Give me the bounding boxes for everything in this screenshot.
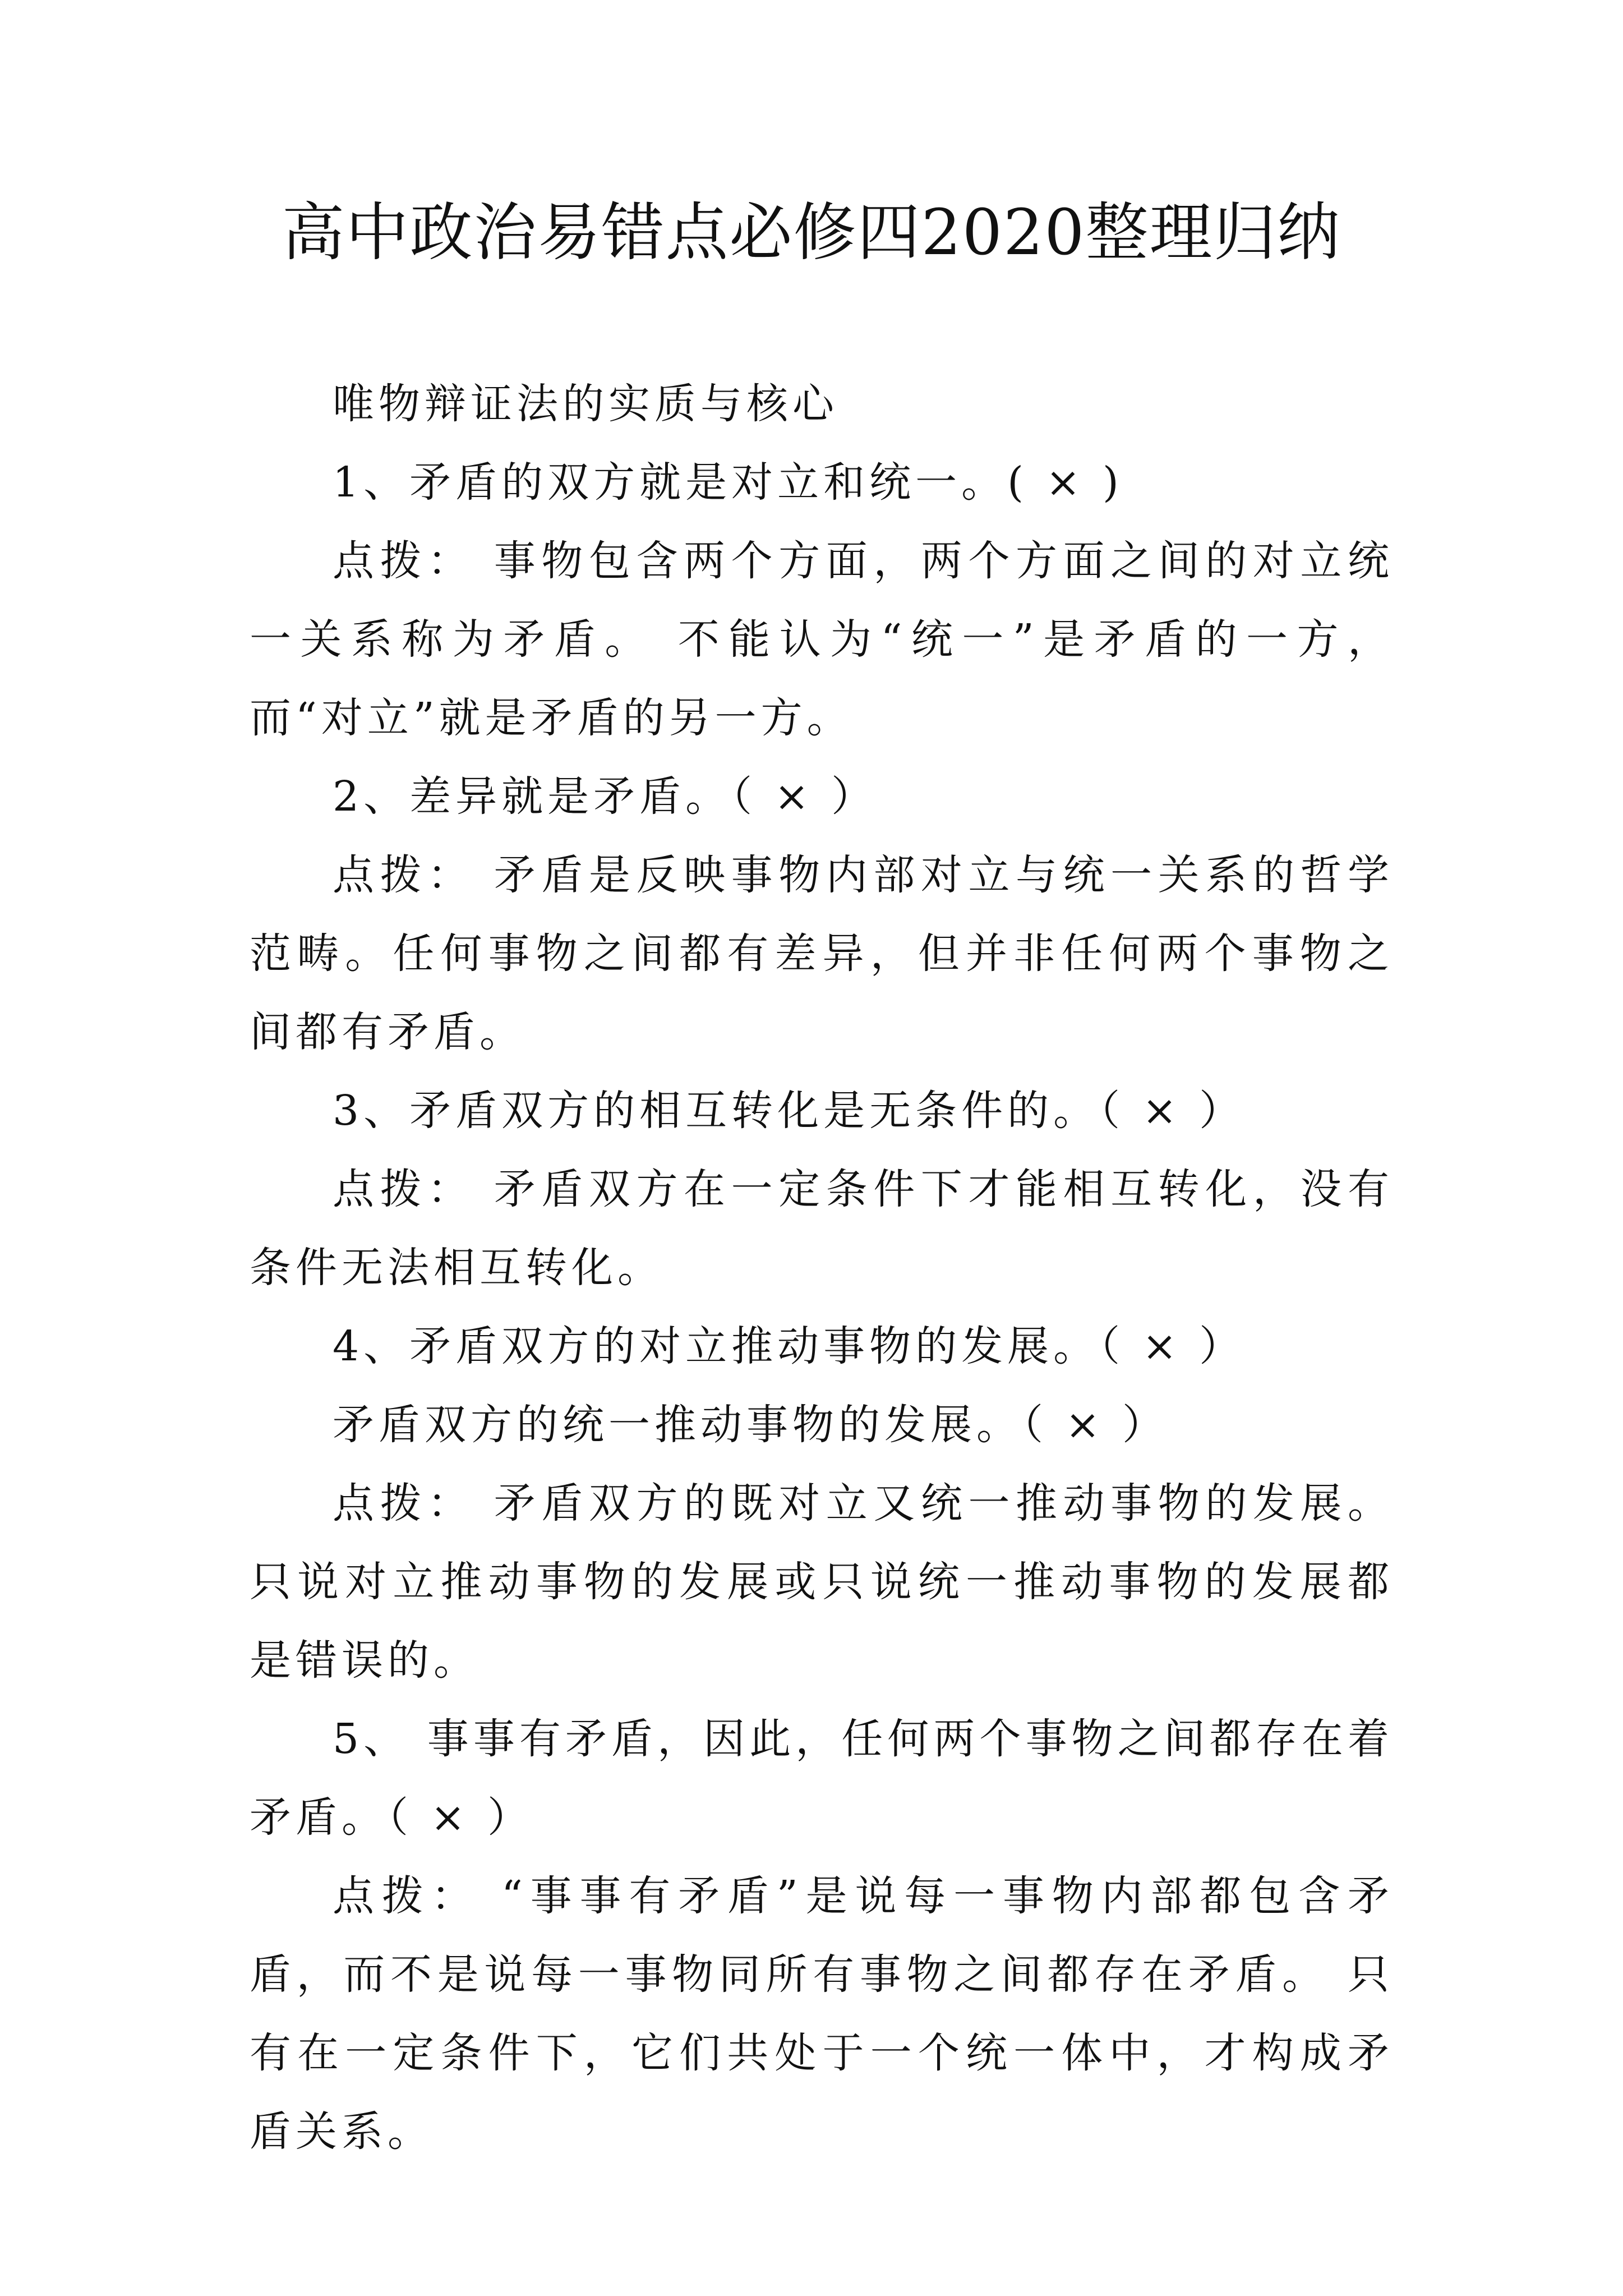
question-5: 5、 事事有矛盾，因此，任何两个事物之间都存在着矛盾。（ × ）: [250, 1715, 1394, 1842]
document-body: [250, 365, 1394, 2171]
section-heading: 唯物辩证法的实质与核心: [333, 380, 838, 428]
explanation-4: 点拨： 矛盾双方的既对立又统一推动事物的发展。 只说对立推动事物的发展或只说统一推动事物的发展都是错误的。: [250, 1479, 1394, 1685]
explanation-5: 点拨： “事事有矛盾”是说每一事物内部都包含矛盾，而不是说每一事物同所有事物之间都存在矛盾。 只有在一定条件下，它们共处于一个统一体中，才构成矛盾关系。: [250, 1872, 1394, 2156]
explanation-2: 点拨： 矛盾是反映事物内部对立与统一关系的哲学范畴。任何事物之间都有差异，但并非任何两个事物之间都有矛盾。: [250, 851, 1394, 1056]
question-4a: 4、矛盾双方的对立推动事物的发展。（ × ）: [333, 1322, 1246, 1370]
question-4b: 矛盾双方的统一推动事物的发展。（ × ）: [333, 1401, 1169, 1449]
explanation-3: 点拨： 矛盾双方在一定条件下才能相互转化，没有条件无法相互转化。: [250, 1165, 1394, 1292]
explanation-1: 点拨： 事物包含两个方面，两个方面之间的对立统一关系称为矛盾。 不能认为“统一”是矛盾的一方，而“对立”就是矛盾的另一方。: [250, 537, 1394, 742]
question-2: 2、差异就是矛盾。（ × ）: [333, 772, 878, 821]
document-title: 高中政治易错点必修四2020整理归纳: [282, 196, 1341, 269]
question-3: 3、矛盾双方的相互转化是无条件的。（ × ）: [333, 1087, 1246, 1135]
question-1: 1、矛盾的双方就是对立和统一。( × ): [333, 458, 1123, 507]
